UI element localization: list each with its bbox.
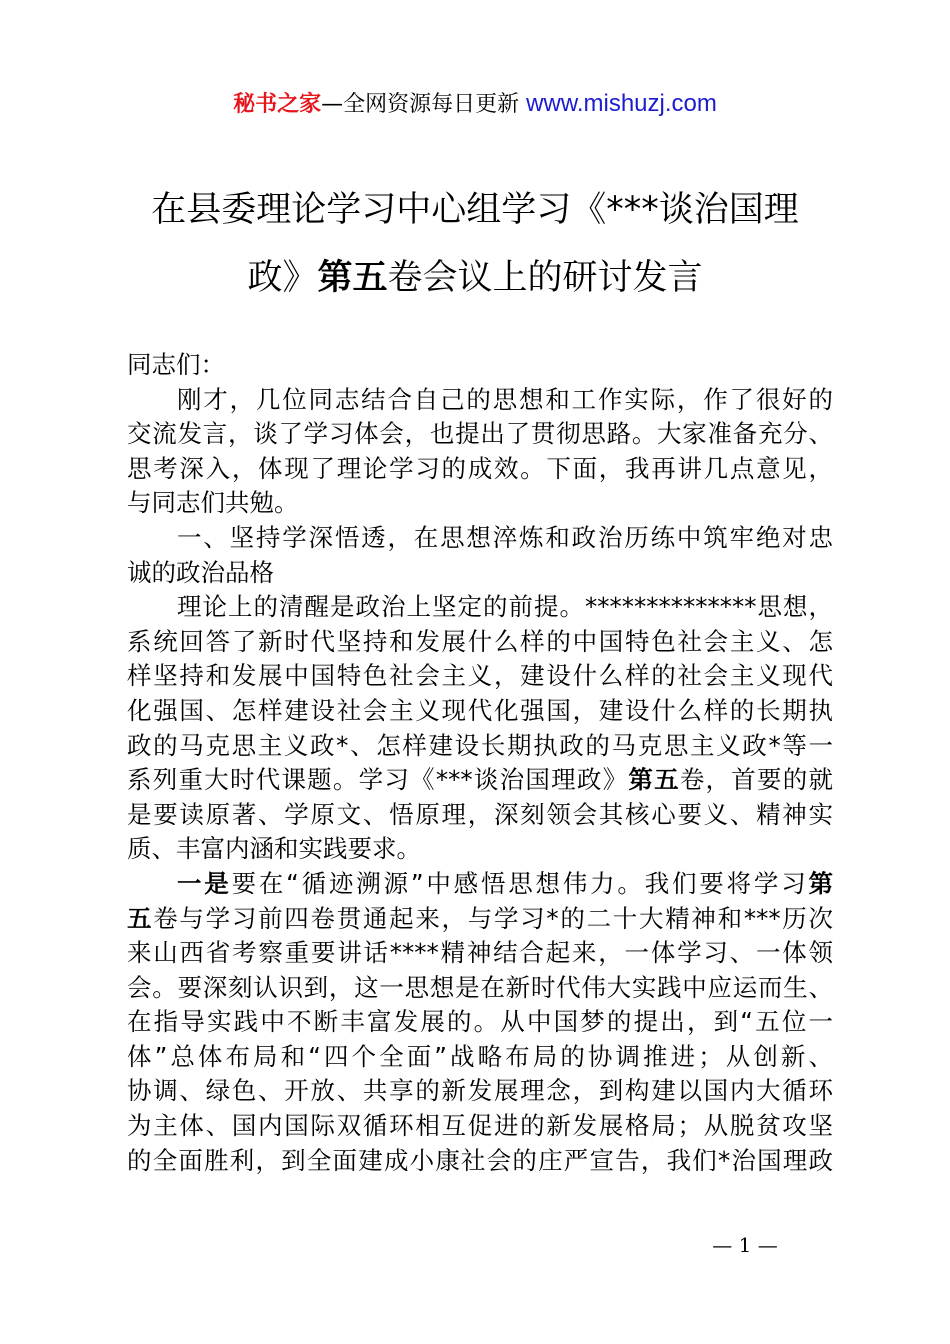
text-segment: 质、丰富内涵和实践要求。 xyxy=(127,834,421,864)
document-title-line-1: 在县委理论学习中心组学习《***谈治国理 xyxy=(151,190,799,230)
text-segment: 一、坚持学深悟透，在思想淬炼和政治历练中筑牢绝对忠 xyxy=(177,522,833,552)
text-line xyxy=(127,1109,833,1144)
text-segment: 协调、绿色、开放、共享的新发展理念，到构建以国内大循环 xyxy=(127,1076,833,1106)
bold-text: 五 xyxy=(127,903,154,933)
text-line xyxy=(127,590,833,625)
document-body xyxy=(127,348,833,1178)
bold-text: 第五 xyxy=(628,765,680,795)
text-segment: 刚才，几位同志结合自己的思想和工作实际，作了很好的 xyxy=(177,384,833,414)
text-line xyxy=(127,1144,833,1179)
text-segment: 样坚持和发展中国特色社会主义，建设什么样的社会主义现代 xyxy=(127,661,833,691)
text-line xyxy=(127,659,833,694)
text-segment: 是要读原著、学原文、悟原理，深刻领会其核心要义、精神实 xyxy=(127,799,833,829)
text-segment: 卷，首要的就 xyxy=(679,765,834,795)
text-line xyxy=(127,694,833,729)
text-line xyxy=(127,383,833,418)
text-line xyxy=(127,729,833,764)
text-segment: 理论上的清醒是政治上坚定的前提。**************思想， xyxy=(177,592,833,622)
header-tagline: —全网资源每日更新 xyxy=(321,92,527,117)
site-url-link[interactable]: www.mishuzj.com xyxy=(526,90,717,117)
text-segment: 系列重大时代课题。学习《***谈治国理政》 xyxy=(127,765,629,795)
text-line xyxy=(127,832,833,867)
text-segment: 诚的政治品格 xyxy=(127,557,274,587)
bold-text: 一是 xyxy=(177,868,232,898)
text-line xyxy=(127,1005,833,1040)
text-segment: 政的马克思主义政*、怎样建设长期执政的马克思主义政*等一 xyxy=(127,730,833,760)
text-segment: 化强国、怎样建设社会主义现代化强国，建设什么样的长期执 xyxy=(127,695,833,725)
document-title-line-2 xyxy=(0,256,950,300)
text-line xyxy=(127,417,833,452)
text-segment: 在指导实践中不断丰富发展的。从中国梦的提出，到“五位一 xyxy=(127,1007,833,1037)
text-line xyxy=(127,348,833,383)
text-segment: 为主体、国内国际双循环相互促进的新发展格局；从脱贫攻坚 xyxy=(127,1111,833,1141)
text-segment: 体”总体布局和“四个全面”战略布局的协调推进；从创新、 xyxy=(127,1041,833,1071)
text-line xyxy=(127,452,833,487)
bold-text: 第 xyxy=(808,868,833,898)
text-segment: 交流发言，谈了学习体会，也提出了贯彻思路。大家准备充分、 xyxy=(127,419,833,449)
text-line xyxy=(127,902,833,937)
text-segment: 会。要深刻认识到，这一思想是在新时代伟大实践中应运而生、 xyxy=(127,972,833,1002)
text-segment: 来山西省考察重要讲话****精神结合起来，一体学习、一体领 xyxy=(127,938,833,968)
text-segment: 与同志们共勉。 xyxy=(127,488,299,518)
title-bold-part: 第五 xyxy=(317,258,388,298)
text-line xyxy=(127,1040,833,1075)
text-line xyxy=(127,521,833,556)
text-segment: 思考深入，体现了理论学习的成效。下面，我再讲几点意见， xyxy=(127,453,833,483)
site-header xyxy=(0,88,950,121)
text-line xyxy=(127,763,833,798)
text-line xyxy=(127,625,833,660)
text-segment: 的全面胜利，到全面建成小康社会的庄严宣告，我们*治国理政 xyxy=(127,1145,833,1175)
text-segment: 系统回答了新时代坚持和发展什么样的中国特色社会主义、怎 xyxy=(127,626,833,656)
text-segment: 同志们： xyxy=(127,350,225,379)
text-line xyxy=(127,936,833,971)
title-part: 卷会议上的研讨发言 xyxy=(387,258,703,298)
text-line xyxy=(127,556,833,591)
text-line xyxy=(127,867,833,902)
title-part: 政》 xyxy=(247,258,318,298)
text-line xyxy=(127,1074,833,1109)
text-segment: 卷与学习前四卷贯通起来，与学习*的二十大精神和***历次 xyxy=(153,903,834,933)
text-line xyxy=(127,971,833,1006)
text-line xyxy=(127,486,833,521)
text-segment: 要在“循迹溯源”中感悟思想伟力。我们要将学习 xyxy=(231,868,809,898)
brand-name: 秘书之家 xyxy=(233,92,322,117)
page-number: — 1 — xyxy=(712,1233,778,1257)
text-line xyxy=(127,798,833,833)
